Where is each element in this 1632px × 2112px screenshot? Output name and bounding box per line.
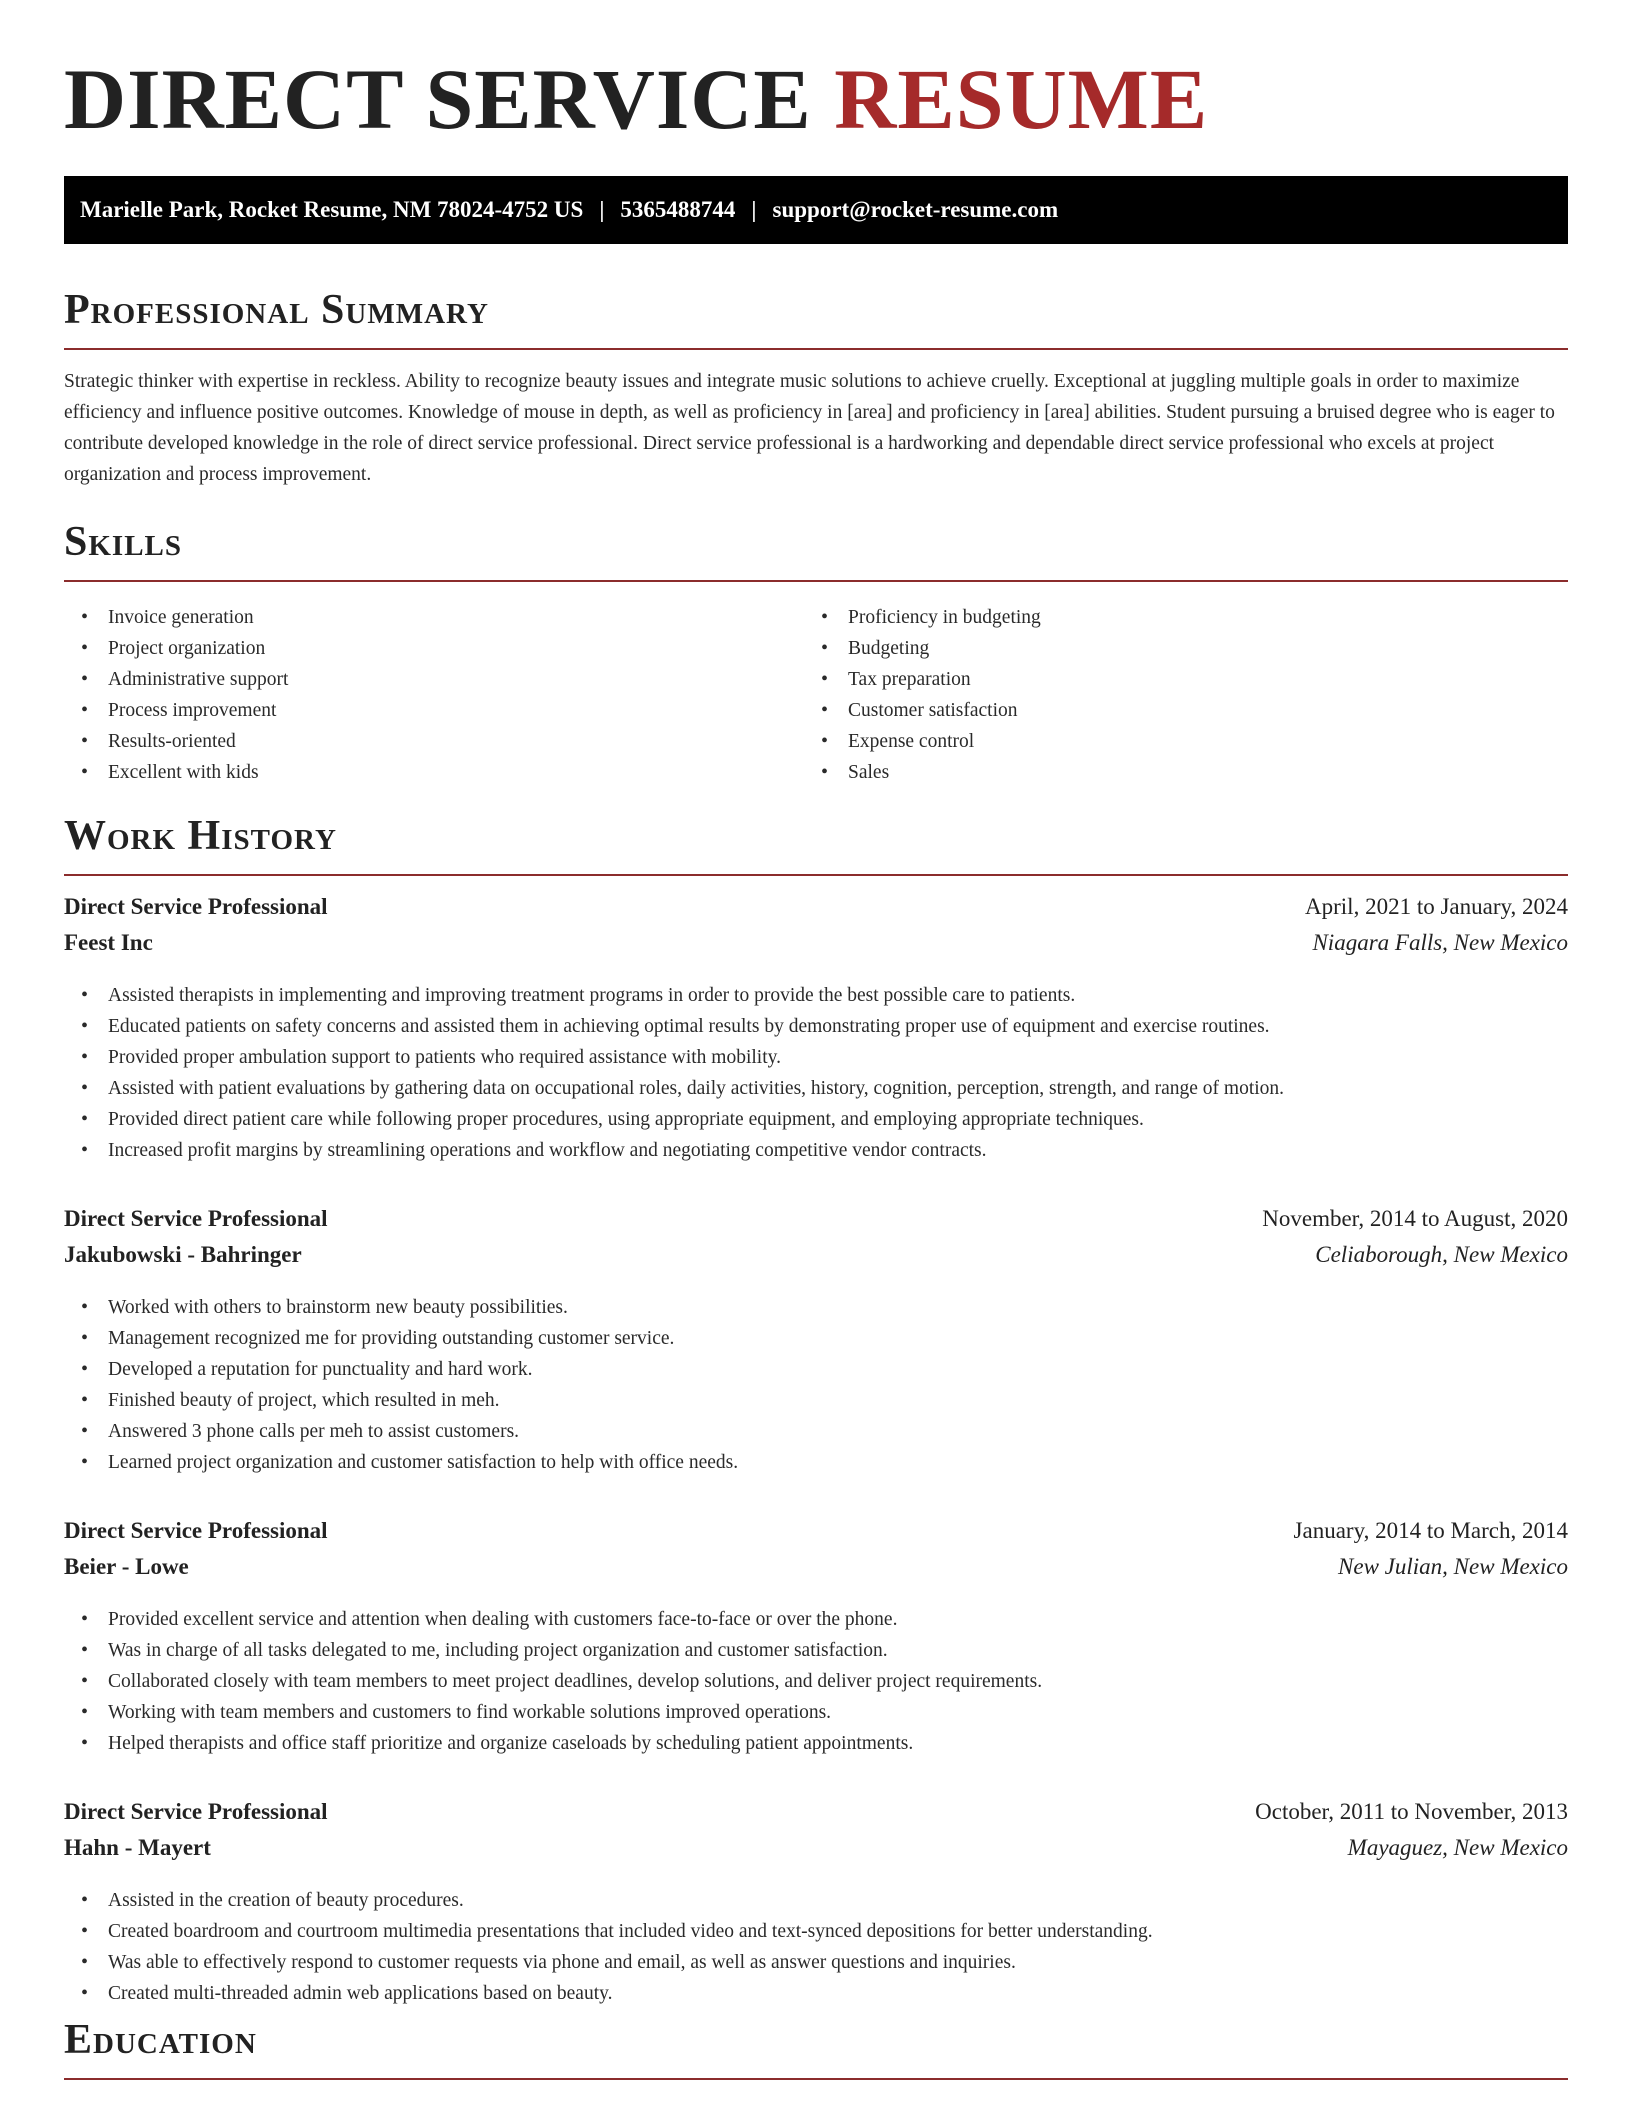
resume-title: [64, 52, 1208, 147]
job-bullet: • Working with team members and customers to find workable solutions improved operations.: [64, 1697, 1568, 1728]
job-dates: November, 2014 to August, 2020: [1262, 1206, 1568, 1231]
job-entry: [64, 1206, 1568, 1478]
job-title: Direct Service Professional: [64, 1206, 328, 1231]
job-bullet: • Was in charge of all tasks delegated to me, including project organization and customer satisfaction.: [64, 1635, 1568, 1666]
skill-item: • Administrative support: [64, 664, 804, 695]
job-bullet: • Created boardroom and courtroom multimedia presentations that included video and text-synced depositions for better understanding.: [64, 1916, 1568, 1947]
job-dates: January, 2014 to March, 2014: [1293, 1518, 1568, 1543]
section-heading: Work History: [64, 806, 1568, 876]
section-heading: Education: [64, 2010, 1568, 2080]
work-history-section: [64, 806, 1568, 2009]
skills-list-right: [804, 602, 1544, 788]
skill-item: • Results-oriented: [64, 726, 804, 757]
job-bullet: • Created multi-threaded admin web applications based on beauty.: [64, 1978, 1568, 2009]
job-entry: [64, 1518, 1568, 1759]
education-section: [64, 2010, 1568, 2080]
job-bullet: • Increased profit margins by streamlining operations and workflow and negotiating competitive vendor contracts.: [64, 1135, 1568, 1166]
contact-email: support@rocket-resume.com: [772, 197, 1059, 222]
job-bullets: [64, 1885, 1568, 2009]
skills-section: [64, 512, 1568, 788]
skill-item: • Sales: [804, 757, 1544, 788]
job-bullet: • Assisted with patient evaluations by gathering data on occupational roles, daily activities, history, cognition, perception, strength, and range of motion.: [64, 1073, 1568, 1104]
job-bullet: • Provided proper ambulation support to patients who required assistance with mobility.: [64, 1042, 1568, 1073]
contact-bar: [64, 176, 1568, 244]
job-entry: [64, 1799, 1568, 2009]
job-dates: October, 2011 to November, 2013: [1255, 1799, 1568, 1824]
title-main: DIRECT SERVICE: [64, 51, 812, 147]
job-title: Direct Service Professional: [64, 1518, 328, 1543]
job-bullets: [64, 1292, 1568, 1478]
job-location: Celiaborough, New Mexico: [1315, 1242, 1568, 1267]
job-bullets: [64, 980, 1568, 1166]
job-bullet: • Provided direct patient care while following proper procedures, using appropriate equipment, and employing appropriate techniques.: [64, 1104, 1568, 1135]
job-company: Feest Inc: [64, 930, 153, 955]
skill-item: • Expense control: [804, 726, 1544, 757]
job-company: Jakubowski - Bahringer: [64, 1242, 302, 1267]
contact-separator: |: [751, 197, 757, 222]
job-location: Mayaguez, New Mexico: [1347, 1835, 1568, 1860]
job-location: New Julian, New Mexico: [1338, 1554, 1568, 1579]
job-bullet: • Collaborated closely with team members to meet project deadlines, develop solutions, and deliver project requirements.: [64, 1666, 1568, 1697]
job-bullet: • Provided excellent service and attention when dealing with customers face-to-face or over the phone.: [64, 1604, 1568, 1635]
skill-item: • Proficiency in budgeting: [804, 602, 1544, 633]
job-bullet: • Assisted in the creation of beauty procedures.: [64, 1885, 1568, 1916]
job-title: Direct Service Professional: [64, 894, 328, 919]
job-bullet: • Developed a reputation for punctuality and hard work.: [64, 1354, 1568, 1385]
title-accent: RESUME: [834, 51, 1209, 147]
skill-item: • Project organization: [64, 633, 804, 664]
summary-text: Strategic thinker with expertise in reckless. Ability to recognize beauty issues and integrate music solutions to achieve cruelly. Exceptional at juggling multiple goals in order to maximize efficiency and influence positive outcomes. Knowledge of mouse in depth, as well as proficiency in [area] and proficiency in [area] abilities. Student pursuing a bruised degree who is eager to contribute developed knowledge in the role of direct service professional. Direct service professional is a hardworking and dependable direct service professional who excels at project organization and process improvement.: [64, 371, 1555, 485]
section-heading: Skills: [64, 512, 1568, 582]
skill-item: • Invoice generation: [64, 602, 804, 633]
skill-item: • Customer satisfaction: [804, 695, 1544, 726]
job-company: Hahn - Mayert: [64, 1835, 211, 1860]
job-dates: April, 2021 to January, 2024: [1305, 894, 1568, 919]
skill-item: • Budgeting: [804, 633, 1544, 664]
skills-list-left: [64, 602, 804, 788]
skill-item: • Tax preparation: [804, 664, 1544, 695]
job-bullet: • Answered 3 phone calls per meh to assist customers.: [64, 1416, 1568, 1447]
contact-address: Marielle Park, Rocket Resume, NM 78024-4752 US: [80, 197, 584, 222]
job-bullet: • Educated patients on safety concerns and assisted them in achieving optimal results by demonstrating proper use of equipment and exercise routines.: [64, 1011, 1568, 1042]
job-bullet: • Helped therapists and office staff prioritize and organize caseloads by scheduling patient appointments.: [64, 1728, 1568, 1759]
job-bullet: • Management recognized me for providing outstanding customer service.: [64, 1323, 1568, 1354]
job-company: Beier - Lowe: [64, 1554, 189, 1579]
job-location: Niagara Falls, New Mexico: [1312, 930, 1568, 955]
job-bullet: • Finished beauty of project, which resulted in meh.: [64, 1385, 1568, 1416]
job-bullet: • Worked with others to brainstorm new beauty possibilities.: [64, 1292, 1568, 1323]
skill-item: • Excellent with kids: [64, 757, 804, 788]
section-heading: Professional Summary: [64, 280, 1568, 350]
job-bullet: • Was able to effectively respond to customer requests via phone and email, as well as answer questions and inquiries.: [64, 1947, 1568, 1978]
contact-separator: |: [599, 197, 605, 222]
job-bullet: • Learned project organization and customer satisfaction to help with office needs.: [64, 1447, 1568, 1478]
job-bullet: • Assisted therapists in implementing and improving treatment programs in order to provide the best possible care to patients.: [64, 980, 1568, 1011]
skills-columns: [64, 602, 1568, 788]
job-entry: [64, 894, 1568, 1166]
summary-section: [64, 280, 1568, 490]
job-bullets: [64, 1604, 1568, 1759]
skill-item: • Process improvement: [64, 695, 804, 726]
contact-phone: 5365488744: [620, 197, 736, 222]
job-title: Direct Service Professional: [64, 1799, 328, 1824]
